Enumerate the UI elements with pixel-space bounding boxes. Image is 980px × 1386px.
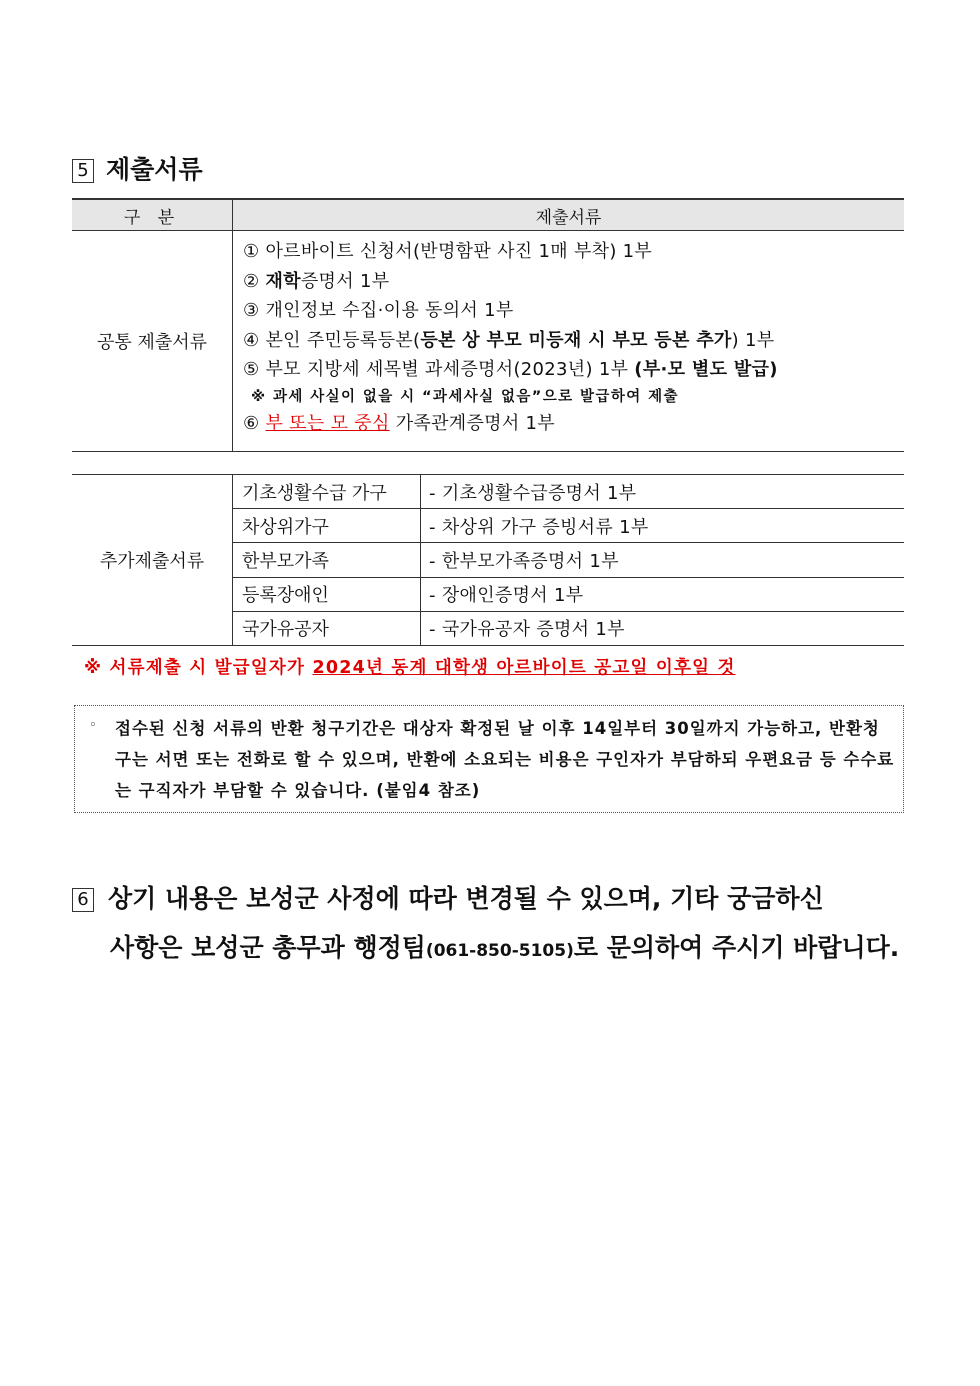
list-item [243,326,904,356]
phone-number: (061-850-5105) [425,941,574,961]
category-cell: 국가유공자 [233,612,421,645]
table-header-row [72,198,904,231]
list-item [243,267,904,297]
common-documents-list [233,231,904,451]
document-cell: - 국가유공자 증명서 1부 [429,619,625,641]
item-text: ⑥ [243,412,266,434]
additional-documents-table [72,474,904,646]
contact-text: 로 문의하여 주시기 바랍니다. [573,933,900,962]
bullet-icon: ◦ [89,718,97,733]
item-text: ⑤ 부모 지방세 세목별 과세증명서(2023년) 1부 [243,359,635,380]
section-title: 제출서류 [106,155,203,184]
section-6-contact [72,874,922,976]
warning-underlined-text: 2024년 동계 대학생 아르바이트 공고일 이후일 것 [312,658,736,678]
section-number-box: 5 [72,159,94,183]
additional-rows [233,475,904,645]
item-text: ④ 본인 주민등록등본( [243,329,421,351]
header-documents: 제출서류 [535,207,602,228]
table-row [233,475,904,509]
item-bold-text: 재학 [265,270,301,292]
contact-text: 상기 내용은 보성군 사정에 따라 변경될 수 있으며, 기타 궁금하신 [108,884,824,913]
document-cell: - 장애인증명서 1부 [429,585,584,607]
section-6-line-2 [72,923,922,976]
document-cell: - 한부모가족증명서 1부 [429,550,619,572]
category-cell: 기초생활수급 가구 [233,475,421,508]
item-text: 증명서 1부 [300,270,390,292]
row-label-common: 공통 제출서류 [72,231,233,451]
table-row [233,612,904,645]
category-cell: 차상위가구 [233,509,421,542]
category-cell: 한부모가족 [233,543,421,576]
return-notice-text: 접수된 신청 서류의 반환 청구기간은 대상자 확정된 날 이후 14일부터 30일까지 가능하고, 반환청구는 서면 또는 전화로 할 수 있으며, 반환에 소요되는 비용은 구인자가 부담하되 우편요금 등 수수료는 구직자가 부담할 수 있습니다. (붙임4 참조) [115,719,895,800]
list-item [243,355,904,385]
list-item: ③ 개인정보 수집·이용 동의서 1부 [243,300,514,321]
document-cell: - 차상위 가구 증빙서류 1부 [429,516,649,538]
table-row [233,578,904,612]
item-text: ) 1부 [731,329,775,351]
warning-text: ※ 서류제출 시 발급일자가 [84,658,313,678]
list-item: ① 아르바이트 신청서(반명함판 사진 1매 부착) 1부 [243,241,653,262]
list-item [243,409,904,439]
item-text: ② [243,270,266,292]
row-label-additional: 추가제출서류 [72,475,233,645]
item-bold-text: (부·모 별도 발급) [634,359,778,380]
table-row [233,543,904,577]
common-documents-row [72,231,904,452]
section-number-box: 6 [72,888,94,912]
item-highlight-text: 부 또는 모 중심 [265,412,390,434]
item-text: 가족관계증명서 1부 [389,412,555,434]
section-5-heading [72,150,203,186]
return-notice-box [74,705,904,813]
issue-date-warning [84,654,736,679]
common-documents-table [72,198,904,452]
item-bold-text: 등본 상 부모 미등재 시 부모 등본 추가 [420,329,732,351]
document-cell: - 기초생활수급증명서 1부 [429,482,637,504]
table-row [233,509,904,543]
header-category: 구 분 [72,200,233,230]
tax-note: ※ 과세 사실이 없을 시 “과세사실 없음”으로 발급하여 제출 [251,388,679,405]
section-6-line-1 [72,874,922,923]
category-cell: 등록장애인 [233,578,421,611]
contact-text: 사항은 보성군 총무과 행정팀 [110,933,426,962]
